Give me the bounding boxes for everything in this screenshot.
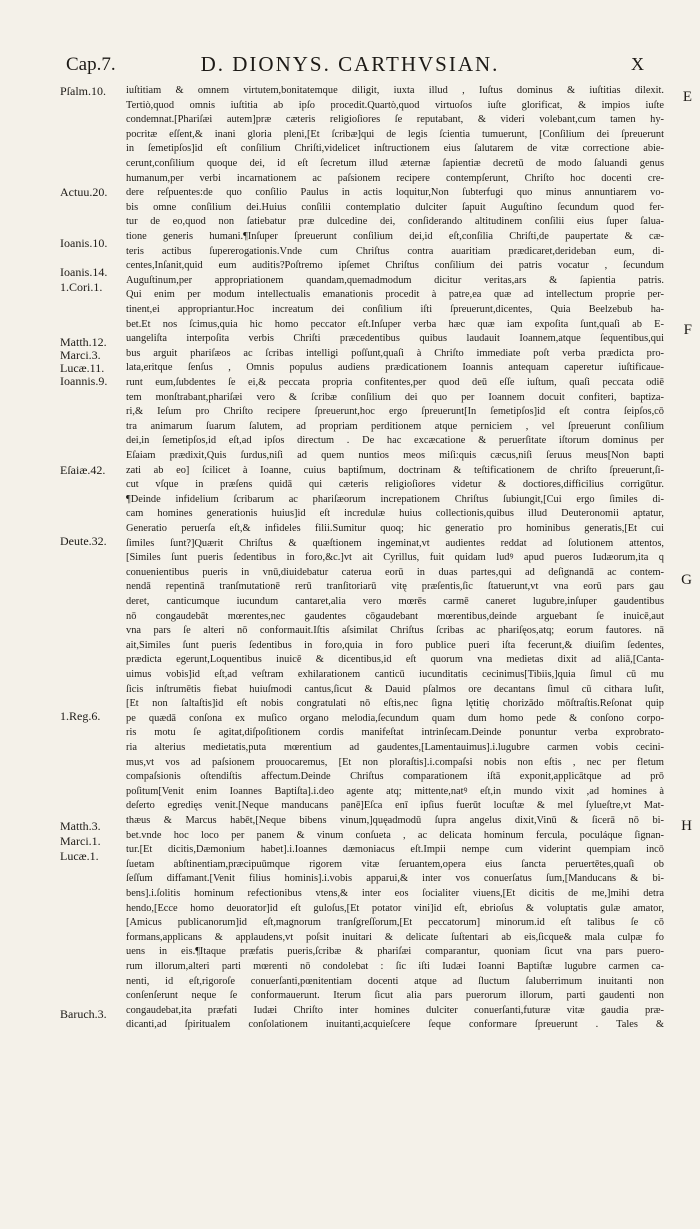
- text-line: tem monſtrabant,phariſæi vero & ſcribæ conſilium dei quo per Ioannem docuit confiteri, baptiza-: [126, 391, 664, 403]
- text-line: ait,Similes ſunt pueris ſedentibus in foro,quia in foro publice pueri iſta fecerunt,& diuiſim ſedentes,: [126, 639, 664, 651]
- text-line: poſitum[Venit enim Ioannes Baptiſta].i.deo agente atq; mittente,natꝰ eſt,in mundo vixit ,ad homines à: [126, 785, 664, 797]
- text-line: dei,in ſemetipſos,id eſt,ad ipſos directum . De hac excæcatione & peruerſitate iſtorum dominus per: [126, 435, 664, 447]
- text-line: uimus vobis]id eſt,ad veſtram exhilarationem canticū iucunditatis cecinimus[Tibiis,]quia ſimul cū mu: [126, 669, 664, 680]
- text-line: ri,& Ieſum pro Chriſto recipere ſpreuerunt,hoc ergo ſpreuerunt[In ſemetipſos]id eſt contra ſeipſos,cō: [126, 406, 664, 418]
- text-line: bet.Et nos ſcimus,quia hic homo peccator eſt.Inſuper verba hæc quæ iam expoſita ſunt,quaſi ab E-: [126, 318, 664, 330]
- page-mark: X: [631, 54, 644, 74]
- margin-ref: Marci.1.: [60, 834, 101, 848]
- text-line: cerunt,conſilium quoque dei, id eſt ſecretum illud æternæ ſapientiæ decretū de modo ſaluandi genus: [126, 158, 664, 169]
- margin-ref: Marci.3.: [60, 348, 101, 362]
- text-line: ſeſſum diffamant.[Venit filius hominis].i.vobis apparui,& inter vos conuerſatus ſum,[Manducans & bi-: [126, 873, 664, 885]
- text-line: ſuetam abſtinentiam,præcipuūmque rigorem vitæ ſeruantem,opera eius ſancta peruertētes,quaſi ob: [126, 858, 664, 870]
- text-line: bis omne conſilium dei.Huius conſilii contemplatio dulciter ſapuit Auguſtino ſecundum quod fer-: [126, 201, 664, 213]
- section-letter: F: [683, 322, 692, 338]
- text-line: in ſemetipſos]id eſt conſilium Chriſti,videlicet inſtructionem eius ſalutarem de vitæ correctione abie-: [126, 143, 664, 155]
- text-line: pe quædā conſona ex muſico organo melodia,ſecundum quam dum homo pede & conſono corpo-: [126, 712, 664, 724]
- text-line: bet.vnde hoc loco per panem & vinum conſueta , ac delicata hominum fercula, poculáque ſignan-: [126, 829, 664, 841]
- margin-ref: Baruch.3.: [60, 1007, 107, 1021]
- text-line: tinent,ei appropriantur.Hoc increatum dei conſilium iſti ſpreuerunt,dicentes, Quia Beelzebub ha-: [126, 304, 664, 315]
- margin-ref: Actuu.20.: [60, 185, 108, 199]
- margin-ref: Matth.12.: [60, 335, 107, 349]
- text-line: rum illorum,alteri parti mœrenti nō condolebat : ſic iſti Iudæi Ioanni Baptiſtæ lugubre carmen ca-: [126, 961, 664, 972]
- text-line: teris actibus ſupererogationis.Vnde cum Chriſtus contra auaritiam prædicaret,derideban eum, di-: [126, 245, 664, 257]
- text-line: dere reſpuentes:de quo conſilio Paulus in actis loquitur,Non ſubterfugi quo minus annuntiarem vo-: [126, 187, 664, 199]
- text-line: Eſaiam prædixit,Quis ſurdus,niſi ad quem nuntios meos miſi:quis cæcus,niſi ſeruus meus[Non bapti: [126, 450, 664, 461]
- chapter-label: Cap.7.: [66, 54, 116, 75]
- text-line: [126, 1033, 664, 1046]
- text-line: pocritæ eſſent,& inani gloria pleni,[Et ſcribæ]qui de legis ſcientia tumuerunt, [Conſilium dei ſpreuerunt: [126, 128, 664, 140]
- text-line: iuſtitiam & omnem virtutem,bonitatemque diligit, iuxta illud , Iuſtus dominus & iuſtitias dilexit.: [126, 85, 664, 96]
- text-line: [Similes ſunt pueris ſedentibus in foro,&c.]vt ait Cyrillus, fuit quidam ludꝰ apud pueros Iudæorum,ita q: [126, 552, 664, 564]
- margin-ref: Ioannis.9.: [60, 374, 108, 388]
- text-line: nendā repentinā tranſmutationē rerū tranſitoriarū vitę præſentis,ſic ſtatuerunt,vt vna eorū pars gau: [126, 581, 664, 593]
- margin-ref: Ioanis.10.: [60, 236, 108, 250]
- text-line: Generatio peruerſa eſt,& infideles filii.Sumitur quoq; hic generatio pro hominibus generatis,[Et cui: [126, 523, 664, 534]
- text-line: lata,eritque ſenſus , Omnis populus audiens prædicationem Ioannis antequam caperetur iuſtificaue-: [126, 362, 664, 374]
- margin-ref: Eſaiæ.42.: [60, 463, 106, 477]
- margin-section-letters: [670, 0, 700, 1229]
- margin-ref: Lucæ.11.: [60, 361, 105, 375]
- text-line: uangeliſta interpoſita verbis Chriſti præcedentibus quibus laudauit Ioannem,atque ſequentibus,qui: [126, 333, 664, 345]
- text-line: thæus & Marcus habēt,[Neque bibens vinum,]quęadmodū ſupra angelus dixit,Vinū & ſicerā nō bi-: [126, 815, 664, 826]
- section-letter: G: [681, 572, 692, 588]
- text-line: ſicis inſtrumētis fiebat huiuſmodi cantus,ſicut & Dauid pſalmos ore decantans ſimul cū cithara luſit,: [126, 683, 664, 695]
- text-line: humanum,per verbi incarnationem ac paſsionem recipere contempſerunt, Chriſto hoc docenti cre-: [126, 172, 664, 184]
- text-line: prædicta egerunt,Loquentibus inuicē & dicentibus,id eſt quorum vna medietas dixit ad aliā,[Canta-: [126, 654, 664, 666]
- running-header: [0, 54, 700, 78]
- text-line: conuenientibus pueris in vnū,diuidebatur caterua eorū in duas partes,qui ad deſignandā ac contem-: [126, 566, 664, 578]
- margin-ref: 1.Cori.1.: [60, 280, 103, 294]
- margin-ref: Ioanis.14.: [60, 265, 108, 279]
- text-line: ris motu ſe agitat,diſpoſitionem cordis manifeſtat intrinſecam.Deinde ponuntur verba exprobrato-: [126, 727, 664, 739]
- running-title: D. DIONYS. CARTHVSIAN.: [200, 52, 500, 76]
- text-line: ¶Deinde infidelium ſcribarum ac phariſæorum increpationem Chriſtus ſubiungit,[Cui ergo ſimiles di-: [126, 493, 664, 505]
- text-line: cut vſque in præſens quidā qui cæteris religioſiores videtur & doctiores,difficilius corrigūtur.: [126, 479, 664, 491]
- section-letter: E: [682, 89, 692, 105]
- text-line: conſenſerunt neque ſe conformauerunt. Iterum ſicut alia pars puerorum illorum, parti gaudenti non: [126, 990, 664, 1002]
- text-line: condemnat.[Phariſæi autem]præ cæteris religioſiores ſe reputabant, & videri volebant,cum tamen hy-: [126, 114, 664, 126]
- text-line: [Amicus publicanorum]id eſt,magnorum tranſgreſſorum,[Et peccatorum] minorum.id eſt talibus ſe cō: [126, 917, 664, 929]
- text-line: [Et non ſaltaſtis]id eſt nobis congratulati nō eſtis,nec ſigna lętitię chorizādo mōſtraſtis.Reſonat quip: [126, 698, 664, 710]
- text-line: Qui enim per modum intellectualis emanationis procedit à patre,ea quæ ad intellectum proprie per-: [126, 289, 664, 301]
- text-line: tra animarum ſuarum ſalutem, ad propriam perditionem atque perniciem , vel ſpreuerunt conſilium: [126, 420, 664, 432]
- text-line: mus,vt vos ad paſsionem prouocaremus, [Et non ploraſtis].i.compaſsi nobis non eſtis , nec per fletum: [126, 756, 664, 768]
- text-line: dicanti,ad ſpiritualem conſolationem inuitanti,acquieſcere ſeque conformare ſpreuerunt . Tales &: [126, 1019, 664, 1031]
- text-line: zati ab eo] ſcilicet à Ioanne, cuius baptiſmum, doctrinam & teſtificationem de chriſto ſpreuerunt,ſi-: [126, 464, 664, 476]
- text-line: tur de eo,quod non ſatiebatur præ dulcedine dei, conſiderando altitudinem conſilii eius ſuper ſalua-: [126, 216, 664, 228]
- text-line: compaſsionis oſtendiſtis affectum.Deinde Chriſtus comparationem iſtā exponit,applicātque ad prō: [126, 771, 664, 783]
- text-line: vna pars ſe alteri nō conformauit.Iſtis aſsimilat Chriſtus ſcribas ac phariſęos,atq; eorum fautores. nā: [126, 625, 664, 637]
- text-line: bens].i.ſolitis hominum refectionibus vtens,& inter eos ſocialiter viuens,[Et dicitis de me,]mihi detra: [126, 888, 664, 899]
- text-line: Tertiò,quod omnis iuſtitia ab ipſo procedit.Quartò,quod virtuoſos iuſte glorificat, & impios iuſte: [126, 99, 664, 111]
- text-line: nō congaudebāt mœrentes,nec gaudentes cōgaudebant mœrentibus,deinde arguebant ſe inuicē,aut: [126, 610, 664, 622]
- text-line: hendo,[Ecce homo deuorator]id eſt guloſus,[Et potator vini]id eſt, ebrioſus & voluptatis gulæ amator,: [126, 902, 664, 914]
- margin-ref: Pſalm.10.: [60, 84, 107, 98]
- text-line: tione generis humani.¶Inſuper ſpreuerunt conſilium dei,id eſt,conſilia Chriſti,de paupertate & cæ-: [126, 231, 664, 242]
- margin-ref: Lucæ.1.: [60, 849, 99, 863]
- section-letter: H: [681, 818, 692, 834]
- text-line: runt eum,ſubdentes ſe ei,& peccata propria confitentes,per quod deū eſſe iuſtum, quaſi peccata odiē: [126, 377, 664, 388]
- text-line: deſerto egredięs venit.[Neque manducans panē]Eſca enī ipſius fuerūt locuſtæ & mel ſylueſtre,vt Mat-: [126, 800, 664, 812]
- text-line: congaudebat,ita præfati Iudæi Chriſto inter homines dulciter conuerſanti,futuræ vitæ gaudia præ-: [126, 1004, 664, 1016]
- margin-ref: 1.Reg.6.: [60, 709, 101, 723]
- text-line: tur.[Et dicitis,Dæmonium habet].i.Ioannes dæmoniacus eſt.Impii nempe cum viderint quempiam incō: [126, 844, 664, 856]
- text-line: cam homines generationis huius]id eſt incredulæ huius collectionis,quibus illud Deuteronomii aptatur,: [126, 508, 664, 520]
- text-line: ſimiles ſunt?]Quærit Chriſtus & quæſtionem ingeminat,vt audientes reddat ad ſolutionem attentos,: [126, 537, 664, 549]
- text-line: deret, canticumque iucundum cantaret,alia vero mœrēs carmē caneret lugubre,inſuper gaudentibus: [126, 596, 664, 607]
- text-line: Auguſtinum,per appropriationem quandam,quemadmodum dicitur veritas,ars & ſapientia patris.: [126, 274, 664, 286]
- text-line: formans,applicans & applaudens,vt poſsit inuitari & delicate ſuſtentari ab eis,ſicque& mala culpæ fo: [126, 931, 664, 943]
- margin-ref: Matth.3.: [60, 819, 101, 833]
- text-line: centes,Inſanit,quid eum auditis?Poſtremo ipſemet Chriſtus conſilium dei patris vocatur , ſecundum: [126, 260, 664, 272]
- text-line: ria alterius medietatis,puta mœrentium ad gaudentes,[Lamentauimus].i.lugubre carmen vobis cecini-: [126, 742, 664, 753]
- text-line: bus arguit phariſæos ac ſcribas intelligi poſſunt,quaſi à Chriſto immediate poſt verba prædicta pro-: [126, 347, 664, 359]
- text-line: nenti, id eſt,rigoroſe conuerſanti,pœnitentiam docenti atque ad ſluctum ſaluberrimum inuitanti non: [126, 975, 664, 987]
- margin-ref: Deute.32.: [60, 534, 107, 548]
- text-line: uens in eis.¶Itaque præfatis pueris,ſcribæ & phariſæi comparantur, quoniam ſicut vna pars puero-: [126, 946, 664, 958]
